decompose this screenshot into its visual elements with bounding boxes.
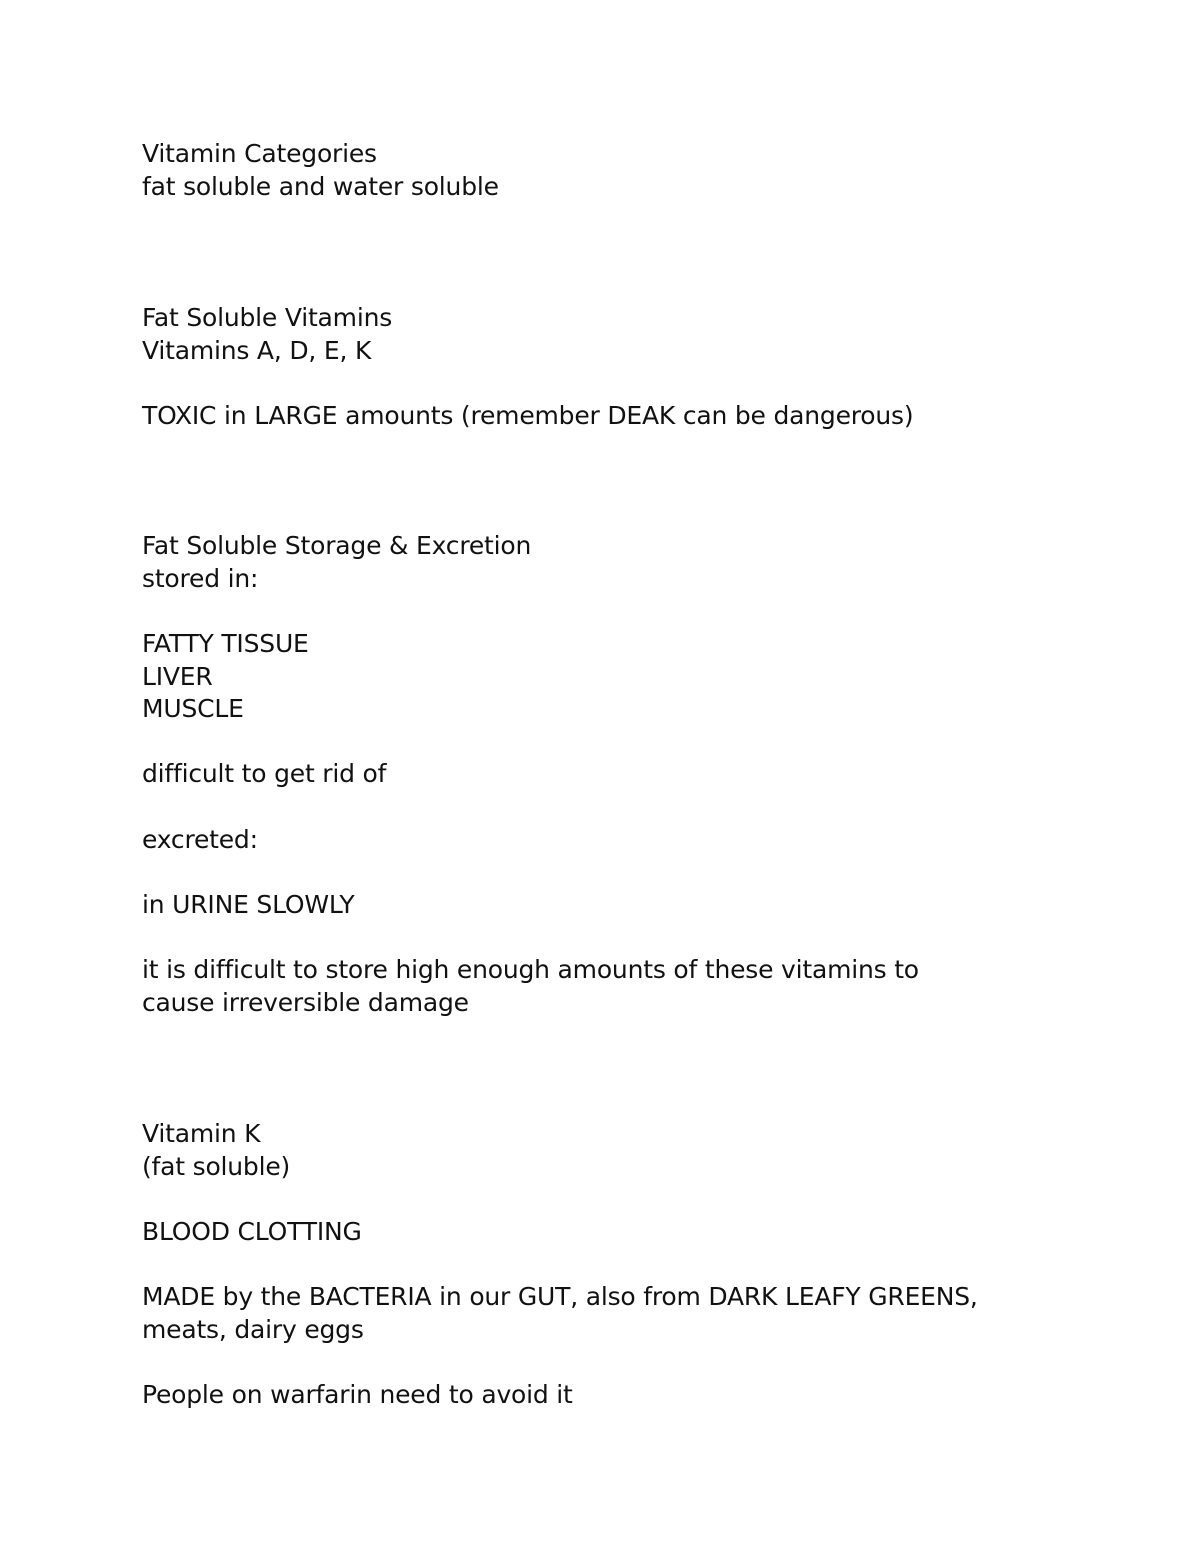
text-line: (fat soluble) [142,1152,291,1181]
text-line: it is difficult to store high enough amounts of these vitamins to [142,955,919,984]
text-line: meats, dairy eggs [142,1315,364,1344]
text-line: difficult to get rid of [142,759,387,788]
text-line: LIVER [142,662,213,691]
section-title-vitamin-k: Vitamin K [142,1119,261,1148]
text-line: FATTY TISSUE [142,629,309,658]
text-line: BLOOD CLOTTING [142,1217,362,1246]
text-line: excreted: [142,825,258,854]
text-line: stored in: [142,564,259,593]
text-line: Vitamins A, D, E, K [142,336,372,365]
section-title-fat-soluble-vitamins: Fat Soluble Vitamins [142,303,393,332]
text-line: People on warfarin need to avoid it [142,1380,573,1409]
section-title-vitamin-categories: Vitamin Categories [142,139,377,168]
text-line: fat soluble and water soluble [142,172,499,201]
section-title-storage-excretion: Fat Soluble Storage & Excretion [142,531,532,560]
text-line: in URINE SLOWLY [142,890,355,919]
text-line: cause irreversible damage [142,988,469,1017]
text-line: MUSCLE [142,694,244,723]
text-line: MADE by the BACTERIA in our GUT, also from DARK LEAFY GREENS, [142,1282,978,1311]
text-line: TOXIC in LARGE amounts (remember DEAK can be dangerous) [142,401,914,430]
